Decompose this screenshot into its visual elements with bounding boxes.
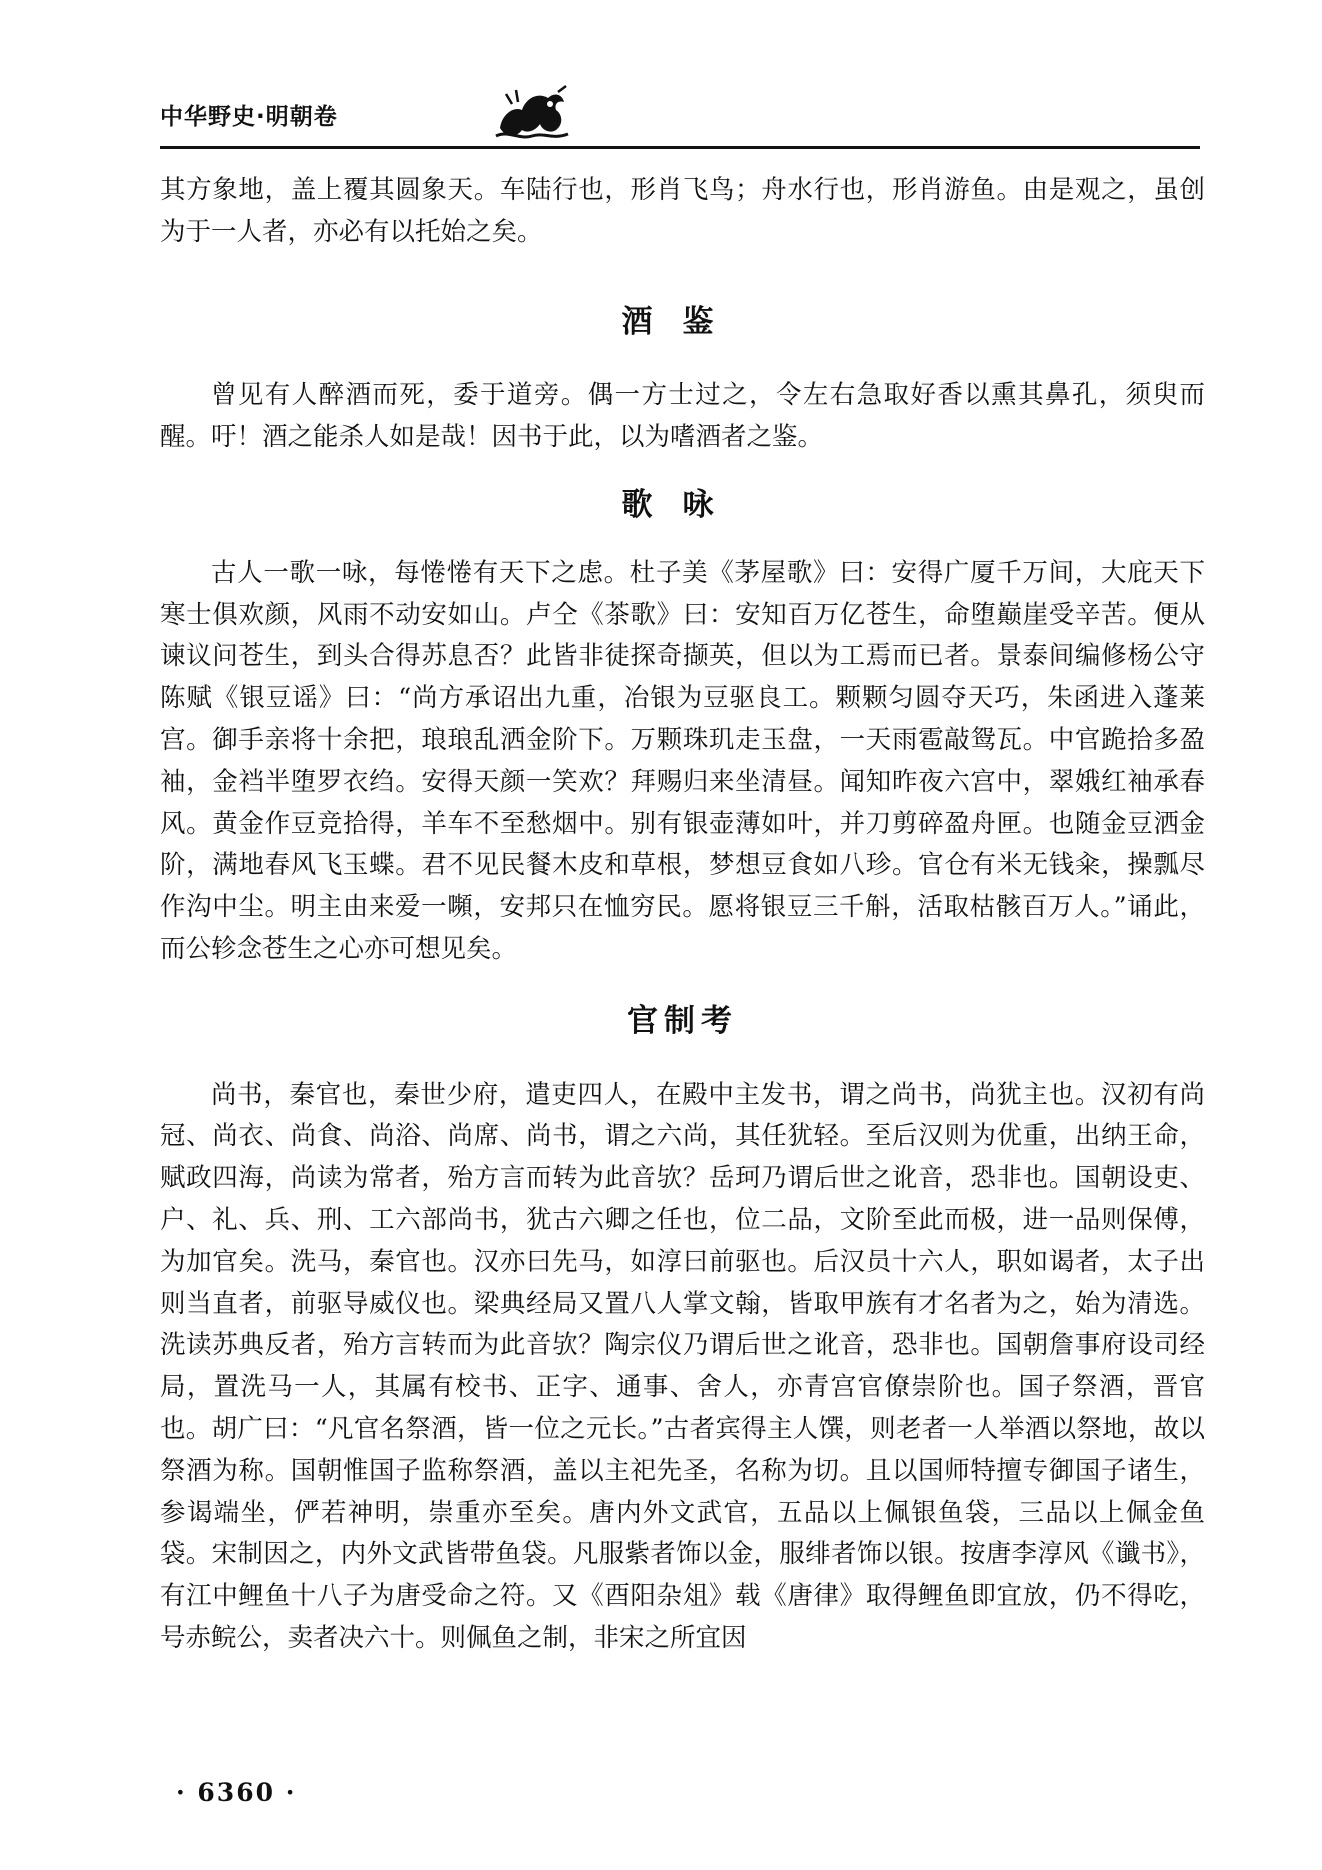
dragon-icon: [492, 84, 572, 146]
section-title-geyong: 歌咏: [621, 486, 744, 523]
page-number: · 6360 ·: [176, 1778, 297, 1807]
running-title: 中华野史·明朝卷: [160, 104, 338, 130]
page-body: [160, 170, 1205, 1660]
header-rule: [160, 146, 1200, 149]
section-title-jiujian: 酒鉴: [621, 303, 744, 340]
section-paragraph-geyong: 古人一歌一咏，每惓惓有天下之虑。杜子美《茅屋歌》曰：安得广厦千万间，大庇天下寒士俱欢颜，风雨不动安如山。卢仝《茶歌》曰：安知百万亿苍生，命堕巅崖受辛苦。便从谏议问苍生，到头合得苏息否？此皆非徒探奇撷英，但以为工焉而已者。景泰间编修杨公守陈赋《银豆谣》曰：“尚方承诏出九重，冶银为豆驱良工。颗颗匀圆夺天巧，朱函进入蓬莱宫。御手亲将十余把，琅琅乱洒金阶下。万颗珠玑走玉盘，一天雨雹敲鸳瓦。中官跪拾多盈袖，金裆半堕罗衣绉。安得天颜一笑欢？拜赐归来坐清昼。闻知昨夜六宫中，翠娥红袖承春风。黄金作豆竞拾得，羊车不至愁烟中。别有银壶薄如叶，并刀剪碎盈舟匣。也随金豆洒金阶，满地春风飞玉蝶。君不见民餐木皮和草根，梦想豆食如八珍。官仓有米无钱籴，操瓢尽作沟中尘。明主由来爱一嚬，安邦只在恤穷民。愿将银豆三千斛，活取枯骸百万人。”诵此，而公轸念苍生之心亦可想见矣。: [160, 557, 1205, 964]
section-paragraph-jiujian: 曾见有人醉酒而死，委于道旁。偶一方士过之，令左右急取好香以熏其鼻孔，须臾而醒。吁！酒之能杀人如是哉！因书于此，以为嗜酒者之鉴。: [160, 380, 1205, 453]
section-paragraph-guanzhikao: 尚书，秦官也，秦世少府，遣吏四人，在殿中主发书，谓之尚书，尚犹主也。汉初有尚冠、尚衣、尚食、尚浴、尚席、尚书，谓之六尚，其任犹轻。至后汉则为优重，出纳王命，赋政四海，尚读为常者，殆方言而转为此音欤？岳珂乃谓后世之讹音，恐非也。国朝设吏、户、礼、兵、刑、工六部尚书，犹古六卿之任也，位二品，文阶至此而极，进一品则保傅，为加官矣。洗马，秦官也。汉亦曰先马，如淳曰前驱也。后汉员十六人，职如谒者，太子出则当直者，前驱导威仪也。梁典经局又置八人掌文翰，皆取甲族有才名者为之，始为清选。洗读苏典反者，殆方言转而为此音欤？陶宗仪乃谓后世之讹音，恐非也。国朝詹事府设司经局，置洗马一人，其属有校书、正字、通事、舍人，亦青宫官僚崇阶也。国子祭酒，晋官也。胡广曰：“凡官名祭酒，皆一位之元长。”古者宾得主人馔，则老者一人举酒以祭地，故以祭酒为称。国朝惟国子监称祭酒，盖以主祀先圣，名称为切。且以国师特擅专御国子诸生，参谒端坐，俨若神明，崇重亦至矣。唐内外文武官，五品以上佩银鱼袋，三品以上佩金鱼袋。宋制因之，内外文武皆带鱼袋。凡服紫者饰以金，服绯者饰以银。按唐李淳风《谶书》，有江中鲤鱼十八子为唐受命之符。又《酉阳杂俎》载《唐律》取得鲤鱼即宜放，仍不得吃，号赤鲩公，卖者决六十。则佩鱼之制，非宋之所宜因: [160, 1079, 1205, 1653]
section-title-guanzhikao: 官制考: [627, 1002, 738, 1039]
continued-paragraph: 其方象地，盖上覆其圆象天。车陆行也，形肖飞鸟；舟水行也，形肖游鱼。由是观之，虽创为于一人者，亦必有以托始之矣。: [160, 175, 1205, 247]
